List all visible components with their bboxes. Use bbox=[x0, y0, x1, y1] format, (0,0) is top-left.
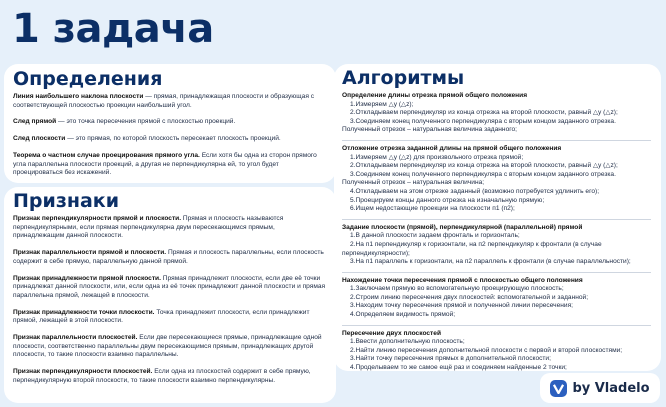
algorithms-heading: Алгоритмы bbox=[342, 67, 465, 89]
definitions-term: След прямой bbox=[13, 118, 57, 126]
algorithm-step: 5.Проецируем концы данного отрезка на изначальную прямую; bbox=[350, 196, 545, 204]
algorithm-step: 2.Найти линию пересечения дополнительной плоскости с первой и второй плоскостями; bbox=[350, 346, 623, 354]
section-divider bbox=[342, 325, 651, 326]
algorithm-section bbox=[342, 277, 651, 320]
algorithm-step: 2.Строим линию пересечения двух плоскостей: вспомогательной и заданной; bbox=[350, 293, 589, 301]
definitions-term: Линия наибольшего наклона плоскости bbox=[13, 93, 144, 100]
definitions-card bbox=[4, 64, 336, 183]
algorithm-section-title: Отложение отрезка заданной длины на прямой общего положения bbox=[342, 144, 562, 152]
signs-term: Признак перпендикулярности плоскостей. bbox=[13, 368, 153, 376]
signs-text: Прямая принадлежит плоскости, если две её точки принадлежат данной плоскости, или, если одна из её точек принадлежит данной плоскости и прямая параллельна прямой, лежащей в плоскости. bbox=[13, 274, 326, 299]
signs-card bbox=[4, 187, 336, 403]
algorithm-step: 2.На п1 перпендикуляр к горизонтали, на п2 перпендикуляр к фронтали (в случае bbox=[350, 240, 602, 248]
signs-heading: Признаки bbox=[13, 190, 120, 212]
brand-badge bbox=[540, 373, 660, 403]
algorithm-step: Полученный отрезок – натуральная величина заданного; bbox=[342, 126, 517, 134]
definitions-item bbox=[13, 135, 326, 144]
signs-term: Признак принадлежности точки плоскости. bbox=[13, 308, 155, 316]
definitions-heading: Определения bbox=[13, 68, 163, 90]
signs-item bbox=[13, 309, 326, 326]
signs-list bbox=[13, 215, 326, 386]
algorithms-card bbox=[334, 64, 661, 371]
definitions-text: — это прямая, по которой плоскость пересекает плоскость проекций. bbox=[65, 135, 281, 143]
algorithm-section-title: Определение длины отрезка прямой общего положения bbox=[342, 92, 528, 99]
signs-term: Признак перпендикулярности прямой и плоскости. bbox=[13, 215, 182, 222]
algorithm-section-title: Нахождение точки пересечения прямой с плоскостью общего положения bbox=[342, 276, 583, 284]
algorithm-step: 1.В данной плоскости задаем фронталь и горизонталь; bbox=[350, 232, 520, 240]
definitions-text: — прямая, принадлежащая плоскости и образующая с соответствующей плоскостью проекции наибольший угол. bbox=[13, 93, 315, 109]
algorithm-step: 1.Заключаем прямую во вспомогательную проецирующую плоскость; bbox=[350, 285, 564, 293]
algorithms-list bbox=[342, 92, 651, 371]
algorithm-section bbox=[342, 224, 651, 267]
algorithm-step: 3.Найти точку пересечения прямых в дополнительной плоскости; bbox=[350, 355, 551, 363]
signs-text: Прямая и плоскость называются перпендикулярными, если прямая перпендикулярна двум пересекающимся прямым, принадлежащим данной плоскости. bbox=[13, 215, 284, 240]
algorithm-section bbox=[342, 92, 651, 135]
algorithm-step: 6.Ищем недостающие проекции на плоскости п1 (п2); bbox=[350, 205, 515, 213]
algorithm-step: Полученный отрезок – натуральная величина; bbox=[342, 179, 485, 187]
signs-text: Если одна из плоскостей содержит в себе прямую, перпендикулярную второй плоскости, то такие плоскости взаимно перпендикулярны. bbox=[13, 368, 311, 384]
algorithm-step: 2.Откладываем перпендикуляр из конца отрезка на второй плоскости, равный △y (△z); bbox=[350, 162, 618, 170]
definitions-item bbox=[13, 152, 326, 178]
definitions-term: След плоскости bbox=[13, 135, 66, 143]
definitions-list bbox=[13, 93, 326, 178]
algorithm-step: 3.На п1 параллель к горизонтали, на п2 параллель к фронтали (в случае параллельности); bbox=[350, 258, 631, 266]
signs-item bbox=[13, 368, 326, 385]
signs-item bbox=[13, 275, 326, 301]
algorithm-step: 1.Измеряем △y (△z) для произвольного отрезка прямой; bbox=[350, 153, 524, 161]
section-divider bbox=[342, 272, 651, 273]
brand-label: by Vladelo bbox=[572, 380, 650, 396]
definitions-text: Если хотя бы одна из сторон прямого угла параллельна плоскости проекций, а другая не перпендикулярна ей, то угол будет проецироваться без искажений. bbox=[13, 151, 317, 177]
algorithm-step: 1.Ввести дополнительную плоскость; bbox=[350, 338, 465, 346]
signs-text: Если две пересекающиеся прямые, принадлежащие одной плоскости, соответственно параллельны двум пересекающимся прямым, принадлежащих другой плоскости, то такие плоскости взаимно параллельны. bbox=[13, 334, 322, 359]
definitions-item bbox=[13, 93, 326, 110]
algorithm-step: 4.Определяем видимость прямой; bbox=[350, 311, 456, 319]
algorithm-step: 4.Проделываем то же самое ещё раз и соединяем найденные 2 точки; bbox=[350, 364, 567, 371]
algorithm-step: 3.Соединяем конец полученного перпендикуляра с вторым концом заданного отрезка. bbox=[350, 170, 616, 178]
page-title: 1 задача bbox=[12, 6, 214, 52]
definitions-term: Теорема о частном случае проецирования прямого угла. bbox=[13, 151, 200, 159]
signs-item bbox=[13, 249, 326, 266]
signs-text: Прямая и плоскость параллельны, если плоскость содержит в себе прямую, параллельную данной прямой. bbox=[13, 249, 324, 265]
algorithm-step: 2.Откладываем перпендикуляр из конца отрезка на второй плоскости, равный △y (△z); bbox=[350, 109, 618, 117]
signs-item bbox=[13, 334, 326, 360]
signs-term: Признак параллельности плоскостей. bbox=[13, 334, 138, 342]
algorithm-step: 3.Соединяем конец полученного перпендикуляра с вторым концом заданного отрезка. bbox=[350, 117, 616, 125]
section-divider bbox=[342, 219, 651, 220]
vladelo-logo-icon bbox=[550, 380, 567, 397]
algorithm-section bbox=[342, 330, 651, 371]
algorithm-section-title: Задание плоскости (прямой), перпендикулярной (параллельной) прямой bbox=[342, 223, 583, 231]
algorithm-step: перпендикулярности); bbox=[342, 249, 410, 257]
signs-item bbox=[13, 215, 326, 241]
signs-term: Признак принадлежности прямой плоскости. bbox=[13, 274, 161, 282]
algorithm-section bbox=[342, 145, 651, 214]
section-divider bbox=[342, 140, 651, 141]
signs-term: Признак параллельности прямой и плоскости. bbox=[13, 249, 167, 257]
algorithm-section-title: Пересечение двух плоскостей bbox=[342, 329, 441, 337]
algorithm-step: 1.Измеряем △y (△z); bbox=[350, 100, 414, 108]
definitions-text: — это точка пересечения прямой с плоскостью проекций. bbox=[56, 118, 236, 126]
algorithm-step: 4.Откладываем на этом отрезке заданный (возможно потребуется удлинить его); bbox=[350, 187, 600, 195]
algorithm-step: 3.Находим точку пересечения прямой и полученной линии пересечения; bbox=[350, 302, 573, 310]
signs-text: Точка принадлежит плоскости, если принадлежит прямой, лежащей в этой плоскости. bbox=[13, 308, 310, 325]
definitions-item bbox=[13, 118, 326, 127]
